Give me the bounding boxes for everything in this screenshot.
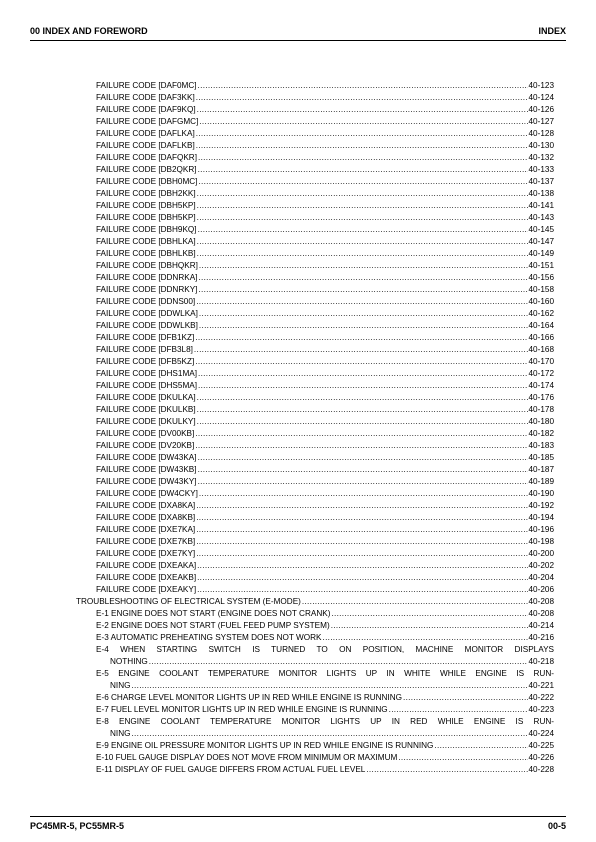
index-entry[interactable]	[76, 344, 554, 356]
dot-leader	[198, 368, 528, 380]
index-entry-page: 40-158	[528, 285, 554, 294]
dot-leader	[331, 620, 528, 632]
index-entry-page: 40-194	[528, 513, 554, 522]
index-entry-first-line	[76, 668, 554, 680]
index-entry-page: 40-123	[528, 81, 554, 90]
index-entry-label: FAILURE CODE [DKULKY]	[96, 417, 196, 426]
index-entry-label: FAILURE CODE [DXA8KA]	[96, 501, 196, 510]
dot-leader	[131, 680, 527, 692]
index-entry-label: FAILURE CODE [DBH5KP]	[96, 213, 196, 222]
index-entry-label: FAILURE CODE [DKULKB]	[96, 405, 196, 414]
index-entry-page: 40-132	[528, 153, 554, 162]
index-entry[interactable]	[76, 464, 554, 476]
dot-leader	[194, 344, 528, 356]
page-footer	[30, 821, 566, 831]
index-entry[interactable]	[76, 356, 554, 368]
index-entry-label: FAILURE CODE [DAFGMC]	[96, 117, 199, 126]
index-entry-label: FAILURE CODE [DW43KB]	[96, 465, 197, 474]
footer-rule	[30, 816, 566, 817]
dot-leader	[434, 740, 527, 752]
dot-leader	[196, 536, 527, 548]
index-entry-label: FAILURE CODE [DAFLKB]	[96, 141, 195, 150]
dot-leader	[323, 632, 528, 644]
index-entry-page: 40-170	[528, 357, 554, 366]
index-entry[interactable]	[76, 500, 554, 512]
index-entry[interactable]	[76, 524, 554, 536]
index-entry-page: 40-126	[528, 105, 554, 114]
index-entry[interactable]	[76, 152, 554, 164]
index-entry-page: 40-228	[528, 765, 554, 774]
dot-leader	[198, 176, 527, 188]
index-entry[interactable]	[76, 416, 554, 428]
index-entry-label: E-8 ENGINE COOLANT TEMPERATURE MONITOR LIGHTS UP IN RED WHILE ENGINE IS RUN-	[96, 717, 554, 726]
index-entry-page: 40-214	[528, 621, 554, 630]
dot-leader	[197, 572, 527, 584]
index-entry-label: E-11 DISPLAY OF FUEL GAUGE DIFFERS FROM ACTUAL FUEL LEVEL	[96, 765, 366, 774]
dot-leader	[196, 512, 527, 524]
index-entry[interactable]	[76, 620, 554, 632]
dot-leader	[199, 308, 528, 320]
dot-leader	[198, 272, 527, 284]
index-entry-label: NING	[110, 729, 131, 738]
index-entry-page: 40-221	[528, 681, 554, 690]
dot-leader	[197, 584, 527, 596]
index-entry[interactable]	[76, 404, 554, 416]
dot-leader	[198, 476, 528, 488]
dot-leader	[197, 236, 528, 248]
index-entry[interactable]	[76, 128, 554, 140]
index-entry-label: E-9 ENGINE OIL PRESSURE MONITOR LIGHTS UP IN RED WHILE ENGINE IS RUNNING	[96, 741, 434, 750]
dot-leader	[366, 764, 527, 776]
index-entry[interactable]	[76, 680, 554, 692]
index-entry-page: 40-216	[528, 633, 554, 642]
index-entry-label: FAILURE CODE [DXE7KA]	[96, 525, 196, 534]
header-index-label: INDEX	[538, 26, 566, 36]
dot-leader	[198, 452, 528, 464]
index-entry-label: FAILURE CODE [DAFQKR]	[96, 153, 197, 162]
dot-leader	[196, 500, 527, 512]
index-entry-label: E-5 ENGINE COOLANT TEMPERATURE MONITOR LIGHTS UP IN WHITE WHILE ENGINE IS RUN-	[96, 669, 554, 678]
index-entry[interactable]	[76, 608, 554, 620]
dot-leader	[198, 152, 528, 164]
index-entry-label: FAILURE CODE [DFB5KZ]	[96, 357, 195, 366]
index-entry-label: FAILURE CODE [DDNS00]	[96, 297, 196, 306]
index-entry-label: FAILURE CODE [DAF3KK]	[96, 93, 195, 102]
dot-leader	[196, 128, 528, 140]
index-entry[interactable]	[76, 488, 554, 500]
header-rule	[30, 40, 566, 41]
index-entry[interactable]	[76, 728, 554, 740]
index-entry-label: FAILURE CODE [DBH0MC]	[96, 177, 198, 186]
index-entry-page: 40-176	[528, 393, 554, 402]
index-entry-label: FAILURE CODE [DKULKA]	[96, 393, 196, 402]
index-entry-first-line	[76, 716, 554, 728]
dot-leader	[302, 596, 528, 608]
dot-leader	[131, 728, 527, 740]
index-entry-page: 40-156	[528, 273, 554, 282]
dot-leader	[198, 164, 528, 176]
index-entry-label: E-1 ENGINE DOES NOT START (ENGINE DOES NOT CRANK)	[96, 609, 331, 618]
index-entry-first-line	[76, 644, 554, 656]
index-entry[interactable]	[76, 704, 554, 716]
index-entry-page: 40-183	[528, 441, 554, 450]
index-entry-label: FAILURE CODE [DBH5KP]	[96, 201, 196, 210]
index-entry[interactable]	[76, 584, 554, 596]
dot-leader	[199, 320, 528, 332]
index-entry[interactable]	[76, 740, 554, 752]
index-entry-label: E-10 FUEL GAUGE DISPLAY DOES NOT MOVE FROM MINIMUM OR MAXIMUM	[96, 753, 398, 762]
index-entry[interactable]	[76, 692, 554, 704]
index-entry-label: FAILURE CODE [DHS1MA]	[96, 369, 197, 378]
dot-leader	[197, 188, 528, 200]
dot-leader	[196, 140, 528, 152]
index-entry[interactable]	[76, 764, 554, 776]
index-entry-label: FAILURE CODE [DXEAKB]	[96, 573, 197, 582]
index-entry-label: FAILURE CODE [DAFLKA]	[96, 129, 195, 138]
dot-leader	[198, 224, 528, 236]
index-entry-page: 40-141	[528, 201, 554, 210]
dot-leader	[195, 356, 527, 368]
index-entry-label: E-3 AUTOMATIC PREHEATING SYSTEM DOES NOT WORK	[96, 633, 322, 642]
index-entry-page: 40-164	[528, 321, 554, 330]
dot-leader	[149, 656, 528, 668]
index-entry-label: FAILURE CODE [DBHLKB]	[96, 249, 196, 258]
dot-leader	[398, 752, 527, 764]
index-entry-label: FAILURE CODE [DB2QKR]	[96, 165, 197, 174]
index-entry[interactable]	[76, 80, 554, 92]
dot-leader	[196, 92, 528, 104]
index-list	[76, 80, 554, 776]
index-entry[interactable]	[76, 296, 554, 308]
index-entry[interactable]	[76, 512, 554, 524]
index-entry-page: 40-128	[528, 129, 554, 138]
index-entry-page: 40-174	[528, 381, 554, 390]
index-entry-page: 40-190	[528, 489, 554, 498]
dot-leader	[197, 212, 528, 224]
index-entry-label: NOTHING	[110, 657, 148, 666]
index-entry[interactable]	[76, 92, 554, 104]
dot-leader	[196, 548, 527, 560]
index-entry-page: 40-178	[528, 405, 554, 414]
index-entry-page: 40-222	[528, 693, 554, 702]
index-entry-page: 40-189	[528, 477, 554, 486]
index-entry-page: 40-130	[528, 141, 554, 150]
index-entry[interactable]	[76, 596, 554, 608]
dot-leader	[198, 284, 527, 296]
index-entry-page: 40-208	[528, 609, 554, 618]
dot-leader	[195, 332, 527, 344]
dot-leader	[195, 428, 527, 440]
index-entry[interactable]	[76, 332, 554, 344]
index-entry-label: FAILURE CODE [DW43KY]	[96, 477, 197, 486]
index-entry-label: FAILURE CODE [DW4CKY]	[96, 489, 198, 498]
index-entry[interactable]	[76, 236, 554, 248]
dot-leader	[331, 608, 527, 620]
index-entry-label: FAILURE CODE [DBHQKR]	[96, 261, 198, 270]
index-entry-label: FAILURE CODE [DDNRKY]	[96, 285, 198, 294]
index-entry-page: 40-198	[528, 537, 554, 546]
index-entry-page: 40-162	[528, 309, 554, 318]
dot-leader	[195, 440, 527, 452]
index-entry[interactable]	[76, 212, 554, 224]
dot-leader	[198, 80, 528, 92]
index-entry-label: E-7 FUEL LEVEL MONITOR LIGHTS UP IN RED WHILE ENGINE IS RUNNING	[96, 705, 388, 714]
index-entry-page: 40-147	[528, 237, 554, 246]
index-entry[interactable]	[76, 272, 554, 284]
index-entry-page: 40-206	[528, 585, 554, 594]
index-entry-page: 40-200	[528, 549, 554, 558]
index-entry-label: FAILURE CODE [DAF9KQ]	[96, 105, 196, 114]
index-entry-page: 40-196	[528, 525, 554, 534]
index-entry-label: FAILURE CODE [DHS5MA]	[96, 381, 197, 390]
page-header	[30, 26, 566, 36]
index-entry-label: NING	[110, 681, 131, 690]
index-entry[interactable]	[76, 140, 554, 152]
dot-leader	[403, 692, 527, 704]
index-entry[interactable]	[76, 308, 554, 320]
index-entry-label: FAILURE CODE [DDNRKA]	[96, 273, 198, 282]
dot-leader	[197, 404, 528, 416]
index-entry-page: 40-223	[528, 705, 554, 714]
index-entry[interactable]	[76, 428, 554, 440]
index-entry-page: 40-187	[528, 465, 554, 474]
index-entry-label: FAILURE CODE [DW43KA]	[96, 453, 197, 462]
index-entry-label: FAILURE CODE [DXA8KB]	[96, 513, 196, 522]
index-entry-page: 40-151	[528, 261, 554, 270]
index-entry-page: 40-204	[528, 573, 554, 582]
index-entry-label: FAILURE CODE [DV20KB]	[96, 441, 195, 450]
index-entry-label: FAILURE CODE [DXEAKY]	[96, 585, 197, 594]
index-entry-page: 40-202	[528, 561, 554, 570]
index-entry-label: FAILURE CODE [DXE7KB]	[96, 537, 196, 546]
dot-leader	[197, 416, 528, 428]
index-entry[interactable]	[76, 104, 554, 116]
index-entry-page: 40-166	[528, 333, 554, 342]
index-entry[interactable]	[76, 452, 554, 464]
dot-leader	[196, 524, 527, 536]
index-entry[interactable]	[76, 260, 554, 272]
index-entry[interactable]	[76, 116, 554, 128]
index-entry[interactable]	[76, 752, 554, 764]
index-entry-label: FAILURE CODE [DDWLKB]	[96, 321, 198, 330]
index-entry[interactable]	[76, 476, 554, 488]
index-entry[interactable]	[76, 248, 554, 260]
index-entry-page: 40-143	[528, 213, 554, 222]
index-entry[interactable]	[76, 392, 554, 404]
index-entry-label: FAILURE CODE [DBHLKA]	[96, 237, 196, 246]
index-entry-page: 40-145	[528, 225, 554, 234]
dot-leader	[196, 296, 527, 308]
dot-leader	[197, 200, 528, 212]
index-entry-page: 40-218	[528, 657, 554, 666]
dot-leader	[197, 248, 528, 260]
header-section-title: 00 INDEX AND FOREWORD	[30, 26, 148, 36]
dot-leader	[197, 392, 528, 404]
dot-leader	[198, 380, 528, 392]
index-entry[interactable]	[76, 224, 554, 236]
index-entry-page: 40-172	[528, 369, 554, 378]
index-entry-page: 40-180	[528, 417, 554, 426]
index-entry-label: FAILURE CODE [DBH9KQ]	[96, 225, 197, 234]
index-entry[interactable]	[76, 560, 554, 572]
footer-page-number: 00-5	[547, 821, 566, 831]
index-entry-label: FAILURE CODE [DFB1KZ]	[96, 333, 195, 342]
index-entry-page: 40-138	[528, 189, 554, 198]
index-entry[interactable]	[76, 368, 554, 380]
index-entry-page: 40-226	[528, 753, 554, 762]
index-entry-page: 40-127	[528, 117, 554, 126]
index-entry-page: 40-160	[528, 297, 554, 306]
index-entry-label: FAILURE CODE [DXE7KY]	[96, 549, 196, 558]
index-entry[interactable]	[76, 176, 554, 188]
index-entry-label: FAILURE CODE [DFB3L8]	[96, 345, 193, 354]
index-entry[interactable]	[76, 548, 554, 560]
dot-leader	[199, 488, 528, 500]
index-entry[interactable]	[76, 656, 554, 668]
dot-leader	[199, 260, 528, 272]
dot-leader	[197, 560, 527, 572]
index-entry-label: TROUBLESHOOTING OF ELECTRICAL SYSTEM (E-MODE)	[76, 597, 301, 606]
index-entry[interactable]	[76, 632, 554, 644]
index-entry-label: FAILURE CODE [DDWLKA]	[96, 309, 198, 318]
index-entry-page: 40-149	[528, 249, 554, 258]
index-entry-page: 40-182	[528, 429, 554, 438]
index-entry[interactable]	[76, 380, 554, 392]
index-entry-label: FAILURE CODE [DBH2KK]	[96, 189, 196, 198]
index-entry-page: 40-124	[528, 93, 554, 102]
index-entry-label: FAILURE CODE [DXEAKA]	[96, 561, 197, 570]
index-entry-label: E-4 WHEN STARTING SWITCH IS TURNED TO ON POSITION, MACHINE MONITOR DISPLAYS	[96, 645, 554, 654]
index-entry-page: 40-225	[528, 741, 554, 750]
index-entry[interactable]	[76, 320, 554, 332]
dot-leader	[199, 116, 527, 128]
index-entry-label: FAILURE CODE [DV00KB]	[96, 429, 195, 438]
dot-leader	[389, 704, 528, 716]
index-entry-page: 40-133	[528, 165, 554, 174]
index-entry-page: 40-168	[528, 345, 554, 354]
index-entry[interactable]	[76, 188, 554, 200]
index-entry[interactable]	[76, 440, 554, 452]
dot-leader	[197, 104, 528, 116]
index-entry[interactable]	[76, 164, 554, 176]
dot-leader	[198, 464, 528, 476]
index-entry[interactable]	[76, 200, 554, 212]
index-entry[interactable]	[76, 536, 554, 548]
index-entry[interactable]	[76, 284, 554, 296]
index-entry-page: 40-192	[528, 501, 554, 510]
index-entry[interactable]	[76, 572, 554, 584]
index-entry-page: 40-185	[528, 453, 554, 462]
index-entry-label: E-2 ENGINE DOES NOT START (FUEL FEED PUMP SYSTEM)	[96, 621, 330, 630]
index-entry-page: 40-137	[528, 177, 554, 186]
index-entry-label: E-6 CHARGE LEVEL MONITOR LIGHTS UP IN RED WHILE ENGINE IS RUNNING	[96, 693, 403, 702]
index-entry-label: FAILURE CODE [DAF0MC]	[96, 81, 197, 90]
index-entry-page: 40-224	[528, 729, 554, 738]
index-entry-page: 40-208	[528, 597, 554, 606]
footer-model: PC45MR-5, PC55MR-5	[30, 821, 125, 831]
